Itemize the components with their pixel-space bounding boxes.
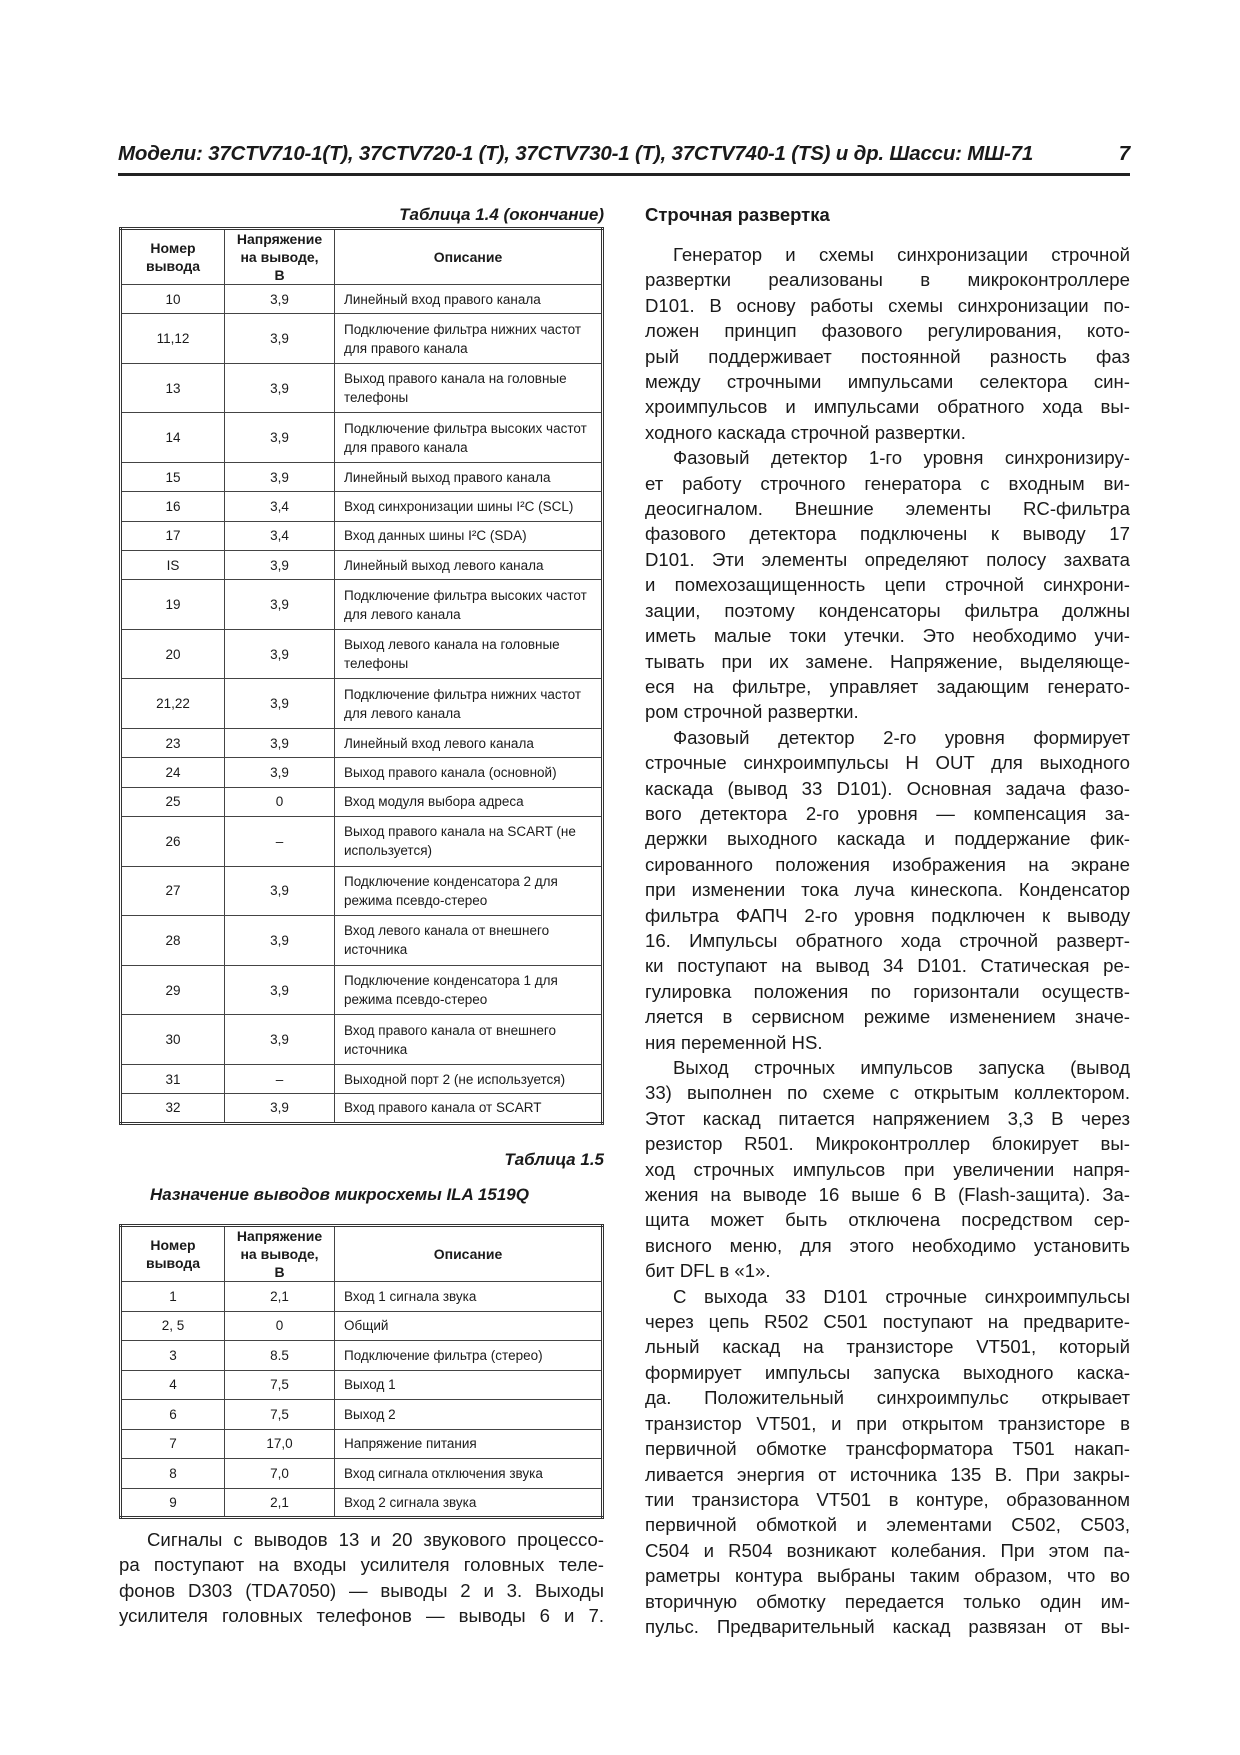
paragraph [645, 1055, 1130, 1284]
table-row [121, 866, 603, 916]
cell-voltage: 8.5 [225, 1341, 335, 1371]
table-row [121, 463, 603, 492]
text-line: и помехозащищенность цепи строчной синхрони- [645, 574, 1130, 596]
cell-description: Вход правого канала от внешнего источника [335, 1015, 603, 1065]
text-line: первичной обмоткой и элементами C502, C503, [645, 1514, 1130, 1536]
cell-voltage: 3,9 [225, 729, 335, 758]
cell-voltage: 3,9 [225, 580, 335, 630]
running-header [118, 142, 1130, 166]
cell-voltage: 3,4 [225, 492, 335, 521]
text-line: ния переменной HS. [645, 1031, 823, 1053]
col-header-description: Описание [335, 229, 603, 285]
text-line: тии транзистора VT501 в контуре, образованном [645, 1488, 1130, 1510]
cell-pin: 23 [121, 729, 225, 758]
table-row [121, 1400, 603, 1430]
table-row [121, 1370, 603, 1400]
text-line: ет работу строчного генератора с входным ви- [645, 472, 1130, 494]
cell-description: Подключение конденсатора 2 для режима псевдо-стерео [335, 866, 603, 916]
cell-voltage: 2,1 [225, 1282, 335, 1312]
cell-pin: 29 [121, 965, 225, 1015]
cell-description: Подключение фильтра (стерео) [335, 1341, 603, 1371]
table-row [121, 787, 603, 816]
table-row [121, 550, 603, 579]
table-row [121, 492, 603, 521]
text-line: 16. Импульсы обратного хода строчной разверт- [645, 929, 1130, 951]
text-line: ки поступают на вывод 34 D101. Статическая ре- [645, 955, 1130, 977]
cell-pin: 10 [121, 285, 225, 314]
col-header-description: Описание [335, 1226, 603, 1282]
table-row [121, 363, 603, 413]
cell-description: Вход левого канала от внешнего источника [335, 916, 603, 966]
text-line: раметры контура выбраны таким образом, что во [645, 1565, 1130, 1587]
text-line: Этот каскад питается напряжением 3,3 В через [645, 1107, 1130, 1129]
text-line: развертки реализованы в микроконтроллере [645, 269, 1130, 291]
table-1-4 [119, 227, 604, 1125]
text-line: Выход строчных импульсов запуска (вывод [673, 1057, 1130, 1078]
paragraph [645, 445, 1130, 724]
cell-pin: 17 [121, 521, 225, 550]
cell-pin: 30 [121, 1015, 225, 1065]
cell-pin: 19 [121, 580, 225, 630]
table-row [121, 314, 603, 364]
cell-voltage: 7,5 [225, 1400, 335, 1430]
cell-pin: 28 [121, 916, 225, 966]
cell-pin: 2, 5 [121, 1311, 225, 1341]
section-body [645, 242, 1130, 1639]
cell-voltage: 7,5 [225, 1370, 335, 1400]
table-1-5-title: Назначение выводов микросхемы ILA 1519Q [150, 1185, 529, 1204]
cell-description: Линейный выход левого канала [335, 550, 603, 579]
text-line: жения на выводе 16 выше 6 В (Flash-защита). За- [645, 1184, 1130, 1206]
text-line: ходного каскада строчной развертки. [645, 421, 966, 443]
table-row [121, 1488, 603, 1518]
cell-voltage: 7,0 [225, 1459, 335, 1489]
table-1-5-caption: Таблица 1.5 [504, 1150, 604, 1169]
cell-pin: 27 [121, 866, 225, 916]
cell-pin: 9 [121, 1488, 225, 1518]
text-line: Фазовый детектор 1-го уровня синхронизиру- [673, 447, 1130, 469]
cell-description: Линейный вход левого канала [335, 729, 603, 758]
col-header-voltage: Напряжение на выводе, В [225, 229, 335, 285]
page-number: 7 [1118, 142, 1130, 165]
cell-voltage: 3,9 [225, 916, 335, 966]
text-line: С выхода 33 D101 строчные синхроимпульсы [673, 1285, 1130, 1307]
table-row [121, 816, 603, 866]
table-row [121, 285, 603, 314]
text-line: бит DFL в «1». [645, 1260, 771, 1282]
cell-description: Выход правого канала на головные телефоны [335, 363, 603, 413]
cell-description: Выход 2 [335, 1400, 603, 1430]
text-line: деосигналом. Внешние элементы RC-фильтра [645, 498, 1130, 520]
table-row [121, 1429, 603, 1459]
text-line: висного меню, для этого необходимо установить [645, 1234, 1130, 1256]
text-line: вторичную обмотку передается только один им- [645, 1590, 1130, 1612]
table-row [121, 1311, 603, 1341]
text-line: резистор R501. Микроконтроллер блокирует вы- [645, 1133, 1130, 1155]
cell-voltage: – [225, 1064, 335, 1093]
text-line: строчные синхроимпульсы H OUT для выходного [645, 752, 1130, 774]
table-row [121, 629, 603, 679]
table-row [121, 679, 603, 729]
table-1-5 [119, 1224, 604, 1519]
col-header-pin: Номер вывода [121, 1226, 225, 1282]
table-row [121, 758, 603, 787]
cell-description: Напряжение питания [335, 1429, 603, 1459]
text-line: держки выходного каскада и поддержание фик- [645, 828, 1130, 850]
text-line: усилителя головных телефонов — выводы 6 и 7. [119, 1605, 604, 1627]
cell-pin: 14 [121, 413, 225, 463]
text-line: тывать при их замене. Напряжение, выделяюще- [645, 650, 1130, 672]
cell-pin: 6 [121, 1400, 225, 1430]
table-row [121, 580, 603, 630]
cell-description: Линейный вход правого канала [335, 285, 603, 314]
text-line: фазового детектора подключены к выводу 17 [645, 523, 1130, 545]
table-row [121, 521, 603, 550]
table-row [121, 1459, 603, 1489]
cell-pin: 3 [121, 1341, 225, 1371]
cell-pin: 26 [121, 816, 225, 866]
paragraph [645, 242, 1130, 445]
text-line: фонов D303 (TDA7050) — выводы 2 и 3. Выходы [119, 1579, 604, 1601]
table-row [121, 1094, 603, 1123]
text-line: ра поступают на входы усилителя головных теле- [119, 1554, 604, 1576]
cell-voltage: 3,9 [225, 363, 335, 413]
cell-voltage: 3,9 [225, 285, 335, 314]
text-line: еся на фильтре, управляет задающим генерато- [645, 675, 1130, 697]
text-line: формирует импульсы запуска выходного каска- [645, 1361, 1130, 1383]
cell-pin: 20 [121, 629, 225, 679]
text-line: 33) выполнен по схеме с открытым коллектором. [645, 1082, 1130, 1104]
cell-description: Выход правого канала на SCART (не используется) [335, 816, 603, 866]
cell-voltage: 3,4 [225, 521, 335, 550]
paragraph [645, 725, 1130, 1055]
table-1-4-caption: Таблица 1.4 (окончание) [399, 205, 604, 224]
cell-voltage: 3,9 [225, 1094, 335, 1123]
cell-voltage: 3,9 [225, 413, 335, 463]
cell-description: Подключение фильтра нижних частот для правого канала [335, 314, 603, 364]
text-line: пульс. Предварительный каскад развязан от вы- [645, 1615, 1130, 1637]
table-row [121, 1015, 603, 1065]
cell-description: Выход левого канала на головные телефоны [335, 629, 603, 679]
text-line: при изменении тока луча кинескопа. Конденсатор [645, 879, 1130, 901]
cell-pin: 11,12 [121, 314, 225, 364]
cell-description: Вход 2 сигнала звука [335, 1488, 603, 1518]
cell-description: Подключение конденсатора 1 для режима псевдо-стерео [335, 965, 603, 1015]
cell-description: Общий [335, 1311, 603, 1341]
cell-description: Вход данных шины I²C (SDA) [335, 521, 603, 550]
section-heading: Строчная развертка [645, 204, 830, 225]
text-line: вого детектора 2-го уровня — компенсация за- [645, 802, 1130, 824]
table-row [121, 916, 603, 966]
cell-voltage: 3,9 [225, 758, 335, 787]
cell-voltage: 3,9 [225, 314, 335, 364]
text-line: гулировка положения по горизонтали осуществ- [645, 980, 1130, 1002]
text-line: между строчными импульсами селектора син- [645, 371, 1130, 393]
text-line: да. Положительный синхроимпульс открывает [645, 1387, 1130, 1409]
cell-pin: 7 [121, 1429, 225, 1459]
col-header-pin: Номер вывода [121, 229, 225, 285]
cell-pin: 13 [121, 363, 225, 413]
table-row [121, 965, 603, 1015]
cell-voltage: 0 [225, 1311, 335, 1341]
cell-description: Вход 1 сигнала звука [335, 1282, 603, 1312]
table-row [121, 1064, 603, 1093]
cell-pin: 8 [121, 1459, 225, 1489]
cell-pin: 4 [121, 1370, 225, 1400]
cell-description: Линейный выход правого канала [335, 463, 603, 492]
cell-pin: 15 [121, 463, 225, 492]
cell-description: Вход сигнала отключения звука [335, 1459, 603, 1489]
cell-voltage: 0 [225, 787, 335, 816]
text-line: ход строчных импульсов при увеличении напря- [645, 1158, 1130, 1180]
header-rule [118, 173, 1130, 176]
text-line: фильтра ФАПЧ 2-го уровня подключен к выводу [645, 904, 1130, 926]
header-title: Модели: 37CTV710-1(T), 37CTV720-1 (T), 37CTV730-1 (T), 37CTV740-1 (TS) и др. Шасси: МШ-71 [118, 142, 1034, 165]
cell-voltage: 3,9 [225, 550, 335, 579]
text-line: хроимпульсов и импульсами обратного хода вы- [645, 396, 1130, 418]
cell-voltage: 2,1 [225, 1488, 335, 1518]
text-line: ляется в сервисном режиме изменением значе- [645, 1006, 1130, 1028]
table-row [121, 413, 603, 463]
cell-description: Вход правого канала от SCART [335, 1094, 603, 1123]
text-line: через цепь R502 C501 поступают на предварите- [645, 1311, 1130, 1333]
text-line: ложен принцип фазового регулирования, кото- [645, 320, 1130, 342]
cell-description: Подключение фильтра высоких частот для правого канала [335, 413, 603, 463]
cell-voltage: 3,9 [225, 866, 335, 916]
text-line: D101. В основу работы схемы синхронизации по- [645, 294, 1130, 316]
table-row [121, 729, 603, 758]
text-line: Сигналы с выводов 13 и 20 звукового процессо- [147, 1529, 604, 1550]
cell-description: Подключение фильтра нижних частот для левого канала [335, 679, 603, 729]
cell-pin: 24 [121, 758, 225, 787]
cell-pin: 1 [121, 1282, 225, 1312]
cell-description: Вход модуля выбора адреса [335, 787, 603, 816]
text-line: C504 и R504 возникают колебания. При этом па- [645, 1539, 1130, 1561]
cell-description: Выход 1 [335, 1370, 603, 1400]
col-header-voltage: Напряжение на выводе, В [225, 1226, 335, 1282]
cell-pin: 21,22 [121, 679, 225, 729]
cell-pin: 16 [121, 492, 225, 521]
table-row [121, 1341, 603, 1371]
text-line: щита может быть отключена посредством сер- [645, 1209, 1130, 1231]
text-line: сированного положения изображения на экране [645, 853, 1130, 875]
cell-voltage: – [225, 816, 335, 866]
cell-voltage: 3,9 [225, 965, 335, 1015]
cell-voltage: 3,9 [225, 629, 335, 679]
cell-pin: 32 [121, 1094, 225, 1123]
cell-voltage: 17,0 [225, 1429, 335, 1459]
table-row [121, 1282, 603, 1312]
cell-voltage: 3,9 [225, 1015, 335, 1065]
text-line: Фазовый детектор 2-го уровня формирует [673, 726, 1130, 748]
cell-voltage: 3,9 [225, 463, 335, 492]
paragraph [645, 1284, 1130, 1640]
text-line: первичной обмотке трансформатора T501 накап- [645, 1438, 1130, 1460]
text-line: иметь малые токи утечки. Это необходимо учи- [645, 625, 1130, 647]
cell-description: Выходной порт 2 (не используется) [335, 1064, 603, 1093]
left-paragraph [119, 1527, 604, 1629]
text-line: D101. Эти элементы определяют полосу захвата [645, 548, 1130, 570]
text-line: каскада (вывод 33 D101). Основная задача фазо- [645, 777, 1130, 799]
cell-description: Выход правого канала (основной) [335, 758, 603, 787]
text-line: Генератор и схемы синхронизации строчной [673, 244, 1130, 265]
text-line: транзистор VT501, и при открытом транзисторе в [645, 1412, 1130, 1434]
cell-voltage: 3,9 [225, 679, 335, 729]
cell-pin: 31 [121, 1064, 225, 1093]
cell-description: Подключение фильтра высоких частот для левого канала [335, 580, 603, 630]
cell-pin: 25 [121, 787, 225, 816]
text-line: ром строчной развертки. [645, 701, 859, 723]
text-line: рый поддерживает постоянной разность фаз [645, 345, 1130, 367]
text-line: льный каскад на транзисторе VT501, который [645, 1336, 1130, 1358]
cell-pin: IS [121, 550, 225, 579]
cell-description: Вход синхронизации шины I²C (SCL) [335, 492, 603, 521]
text-line: ливается энергия от источника 135 В. При закры- [645, 1463, 1130, 1485]
text-line: зации, поэтому конденсаторы фильтра должны [645, 599, 1130, 621]
